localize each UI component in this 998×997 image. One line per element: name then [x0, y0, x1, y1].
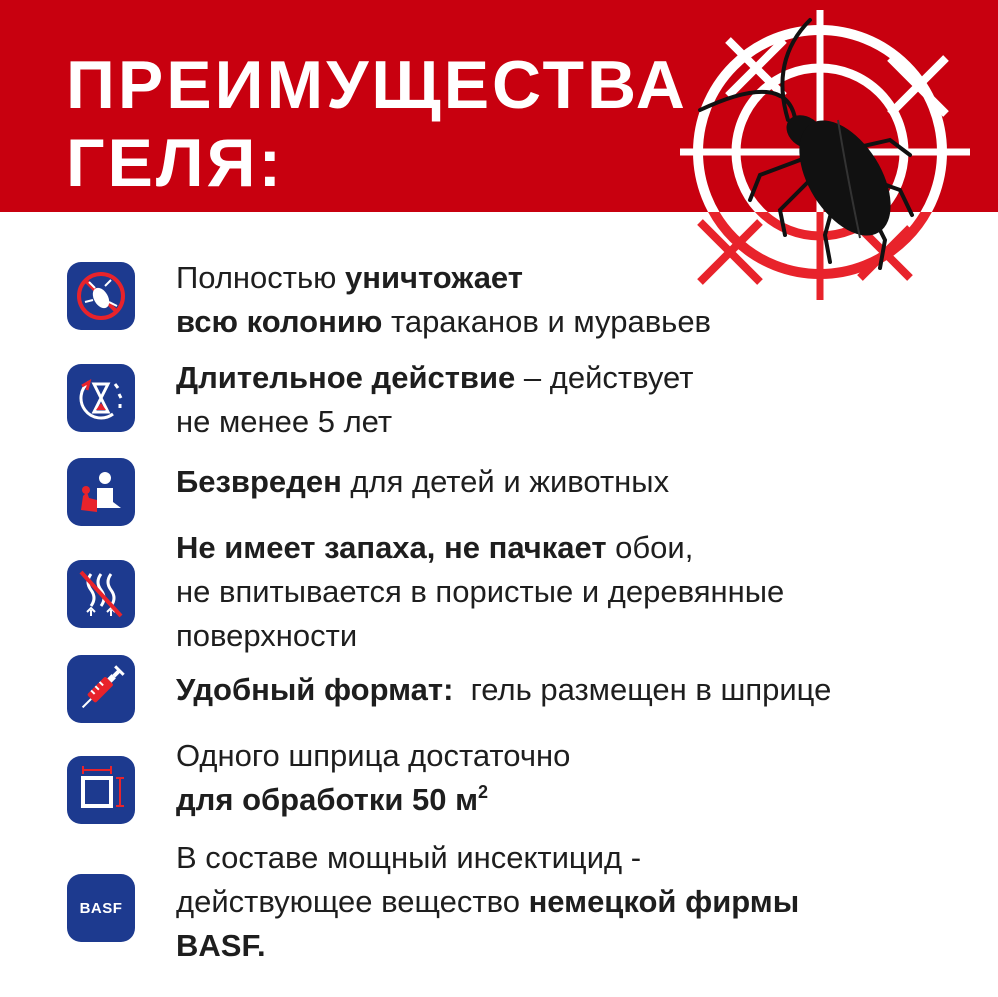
text-bold: Длительное действие: [176, 360, 516, 395]
benefit-text: [176, 356, 693, 444]
page-title: [66, 46, 688, 202]
text-bold: Безвреден: [176, 464, 342, 499]
text-regular: – действует: [515, 360, 694, 395]
text-bold: Не имеет запаха, не пачкает: [176, 530, 607, 565]
text-bold: Удобный формат:: [176, 672, 454, 707]
text-regular: Полностью: [176, 260, 346, 295]
text-regular: В составе мощный инсектицид -: [176, 840, 642, 875]
text-regular: тараканов и муравьев: [382, 304, 712, 339]
text-regular: для детей и животных: [341, 464, 670, 499]
text-regular: действующее вещество: [176, 884, 529, 919]
text-regular: поверхности: [176, 618, 358, 653]
text-bold: уничтожает: [345, 260, 523, 295]
area-icon: [67, 756, 135, 824]
text-bold: BASF.: [176, 928, 266, 963]
benefit-text: [176, 668, 831, 712]
text-bold: для обработки 50 м: [176, 782, 479, 817]
syringe-icon: [67, 655, 135, 723]
text-bold: всю колонию: [176, 304, 383, 339]
text-regular: не впитывается в пористые и деревянные: [176, 574, 785, 609]
text-regular: гель размещен в шприце: [453, 672, 832, 707]
title-line-1: ПРЕИМУЩЕСТВА: [66, 47, 688, 123]
basf-logo-icon: [67, 874, 135, 942]
no-cockroach-icon: [67, 262, 135, 330]
benefit-text: [176, 460, 669, 504]
crosshair-cockroach-icon: [660, 0, 998, 300]
text-regular: обои,: [606, 530, 694, 565]
title-line-2: ГЕЛЯ:: [66, 125, 285, 201]
superscript: 2: [478, 782, 489, 802]
no-smell-icon: [67, 560, 135, 628]
benefit-text: [176, 256, 711, 344]
basf-logo-text: BASF: [79, 899, 123, 917]
text-regular: не менее 5 лет: [176, 404, 393, 439]
child-pet-icon: [67, 458, 135, 526]
text-regular: Одного шприца достаточно: [176, 738, 571, 773]
benefit-text: [176, 526, 784, 658]
text-bold: немецкой фирмы: [528, 884, 800, 919]
benefit-text: [176, 836, 799, 968]
benefit-text: [176, 734, 570, 822]
hourglass-icon: [67, 364, 135, 432]
